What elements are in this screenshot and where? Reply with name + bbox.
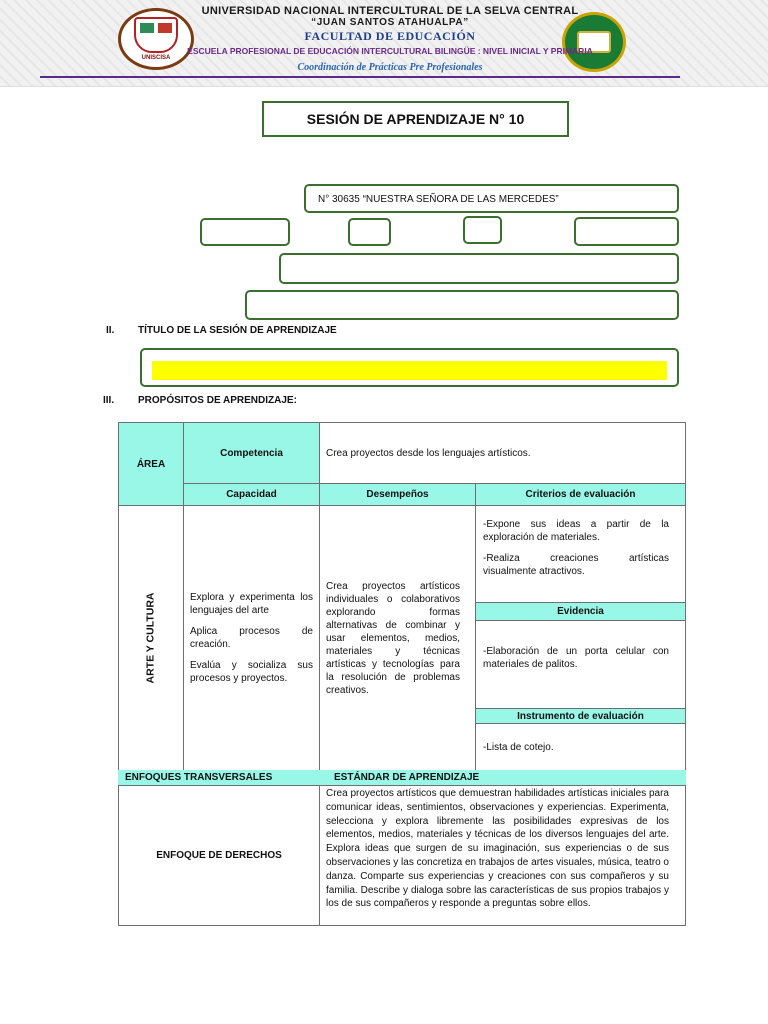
estandar-cell [319, 785, 686, 926]
competencia-label: Competencia [220, 447, 283, 459]
info-field-b[interactable] [348, 218, 391, 246]
info-field-a[interactable] [200, 218, 290, 246]
capacidad-header: Capacidad [183, 483, 320, 506]
criterio-item: -Realiza creaciones artísticas visualmente atractivos. [483, 553, 669, 577]
section-title: TÍTULO DE LA SESIÓN DE APRENDIZAJE [138, 325, 337, 336]
section-title: PROPÓSITOS DE APRENDIZAJE: [138, 395, 297, 406]
section-number: II. [106, 325, 115, 336]
area-cell [118, 505, 184, 771]
desempeno-value: Crea proyectos artísticos individuales o colaborativos explorando formas alternativas de combinar y usar elementos, medios, materiales y técnicas artísticas y tecnologías para la resolución de problemas creativos. [326, 580, 460, 696]
area-value: ARTE Y CULTURA [144, 592, 157, 684]
capacidades-cell [183, 505, 320, 771]
evidencia-value: -Elaboración de un porta celular con materiales de palitos. [483, 646, 669, 670]
estandar-value: Crea proyectos artísticos que demuestran habilidades artísticas iniciales para comunicar ideas, sentimientos, observaciones y experiencias. Experimenta, selecciona y explora libremente las posibilidades expresivas de los elementos, medios, materiales y técnicas de los diversos lenguajes del arte. Explora ideas que surgen de su imaginación, sus experiencias o de sus observaciones y las concretiza en trabajos de artes visuales, música, teatro o danza. Comparte sus experiencias y creaciones con sus compañeros y su familia. Describe y dialoga sobre las características de sus propios trabajos y los de sus compañeros y responde a preguntas sobre ellos. [326, 788, 669, 910]
enfoques-header-row [118, 770, 686, 786]
instrumento-value: -Lista de cotejo. [483, 742, 554, 753]
info-field-d[interactable] [574, 217, 679, 246]
criterios-cell [475, 505, 686, 603]
estandar-header: ESTÁNDAR DE APRENDIZAJE [334, 772, 480, 783]
criterio-item: -Expone sus ideas a partir de la exploración de materiales. [483, 519, 669, 543]
school-name: ESCUELA PROFESIONAL DE EDUCACIÓN INTERCULTURAL BILINGÜE : NIVEL INICIAL Y PRIMARIA [187, 46, 593, 56]
area-header [118, 422, 184, 506]
header-divider [40, 76, 680, 78]
enfoque-value: ENFOQUE DE DERECHOS [156, 850, 282, 861]
section-number: III. [103, 395, 115, 406]
criterios-header: Criterios de evaluación [475, 483, 686, 506]
enfoque-cell [118, 785, 320, 926]
info-field-c[interactable] [463, 216, 502, 244]
info-field-f[interactable] [245, 290, 679, 320]
evidencia-header: Evidencia [475, 602, 686, 621]
competencia-value-cell [319, 422, 686, 484]
logo-caption: UNISCISA [141, 55, 171, 61]
instrumento-header: Instrumento de evaluación [475, 708, 686, 724]
competencia-label-cell [183, 422, 320, 484]
competencia-value: Crea proyectos desde los lenguajes artísticos. [326, 447, 531, 459]
evidencia-cell [475, 620, 686, 709]
enfoques-header: ENFOQUES TRANSVERSALES [125, 772, 273, 783]
area-header-label: ÁREA [136, 458, 166, 470]
instrumento-cell [475, 723, 686, 771]
coordination-name: Coordinación de Prácticas Pre Profesionales [297, 62, 483, 73]
desempeno-cell [319, 505, 476, 771]
capacidad-item: Explora y experimenta los lenguajes del arte [190, 592, 313, 616]
faculty-name: FACULTAD DE EDUCACIÓN [304, 29, 476, 43]
info-field-e[interactable] [279, 253, 679, 284]
university-name: UNIVERSIDAD NACIONAL INTERCULTURAL DE LA SELVA CENTRAL [201, 5, 579, 17]
session-title-highlight [152, 361, 667, 380]
school-field[interactable]: N° 30635 “NUESTRA SEÑORA DE LAS MERCEDES” [304, 184, 679, 213]
university-subtitle: “JUAN SANTOS ATAHUALPA” [311, 17, 469, 28]
capacidad-item: Aplica procesos de creación. [190, 626, 313, 650]
desempenos-header: Desempeños [319, 483, 476, 506]
capacidad-item: Evalúa y socializa sus procesos y proyectos. [190, 660, 313, 684]
document-title: SESIÓN DE APRENDIZAJE N° 10 [262, 101, 569, 137]
